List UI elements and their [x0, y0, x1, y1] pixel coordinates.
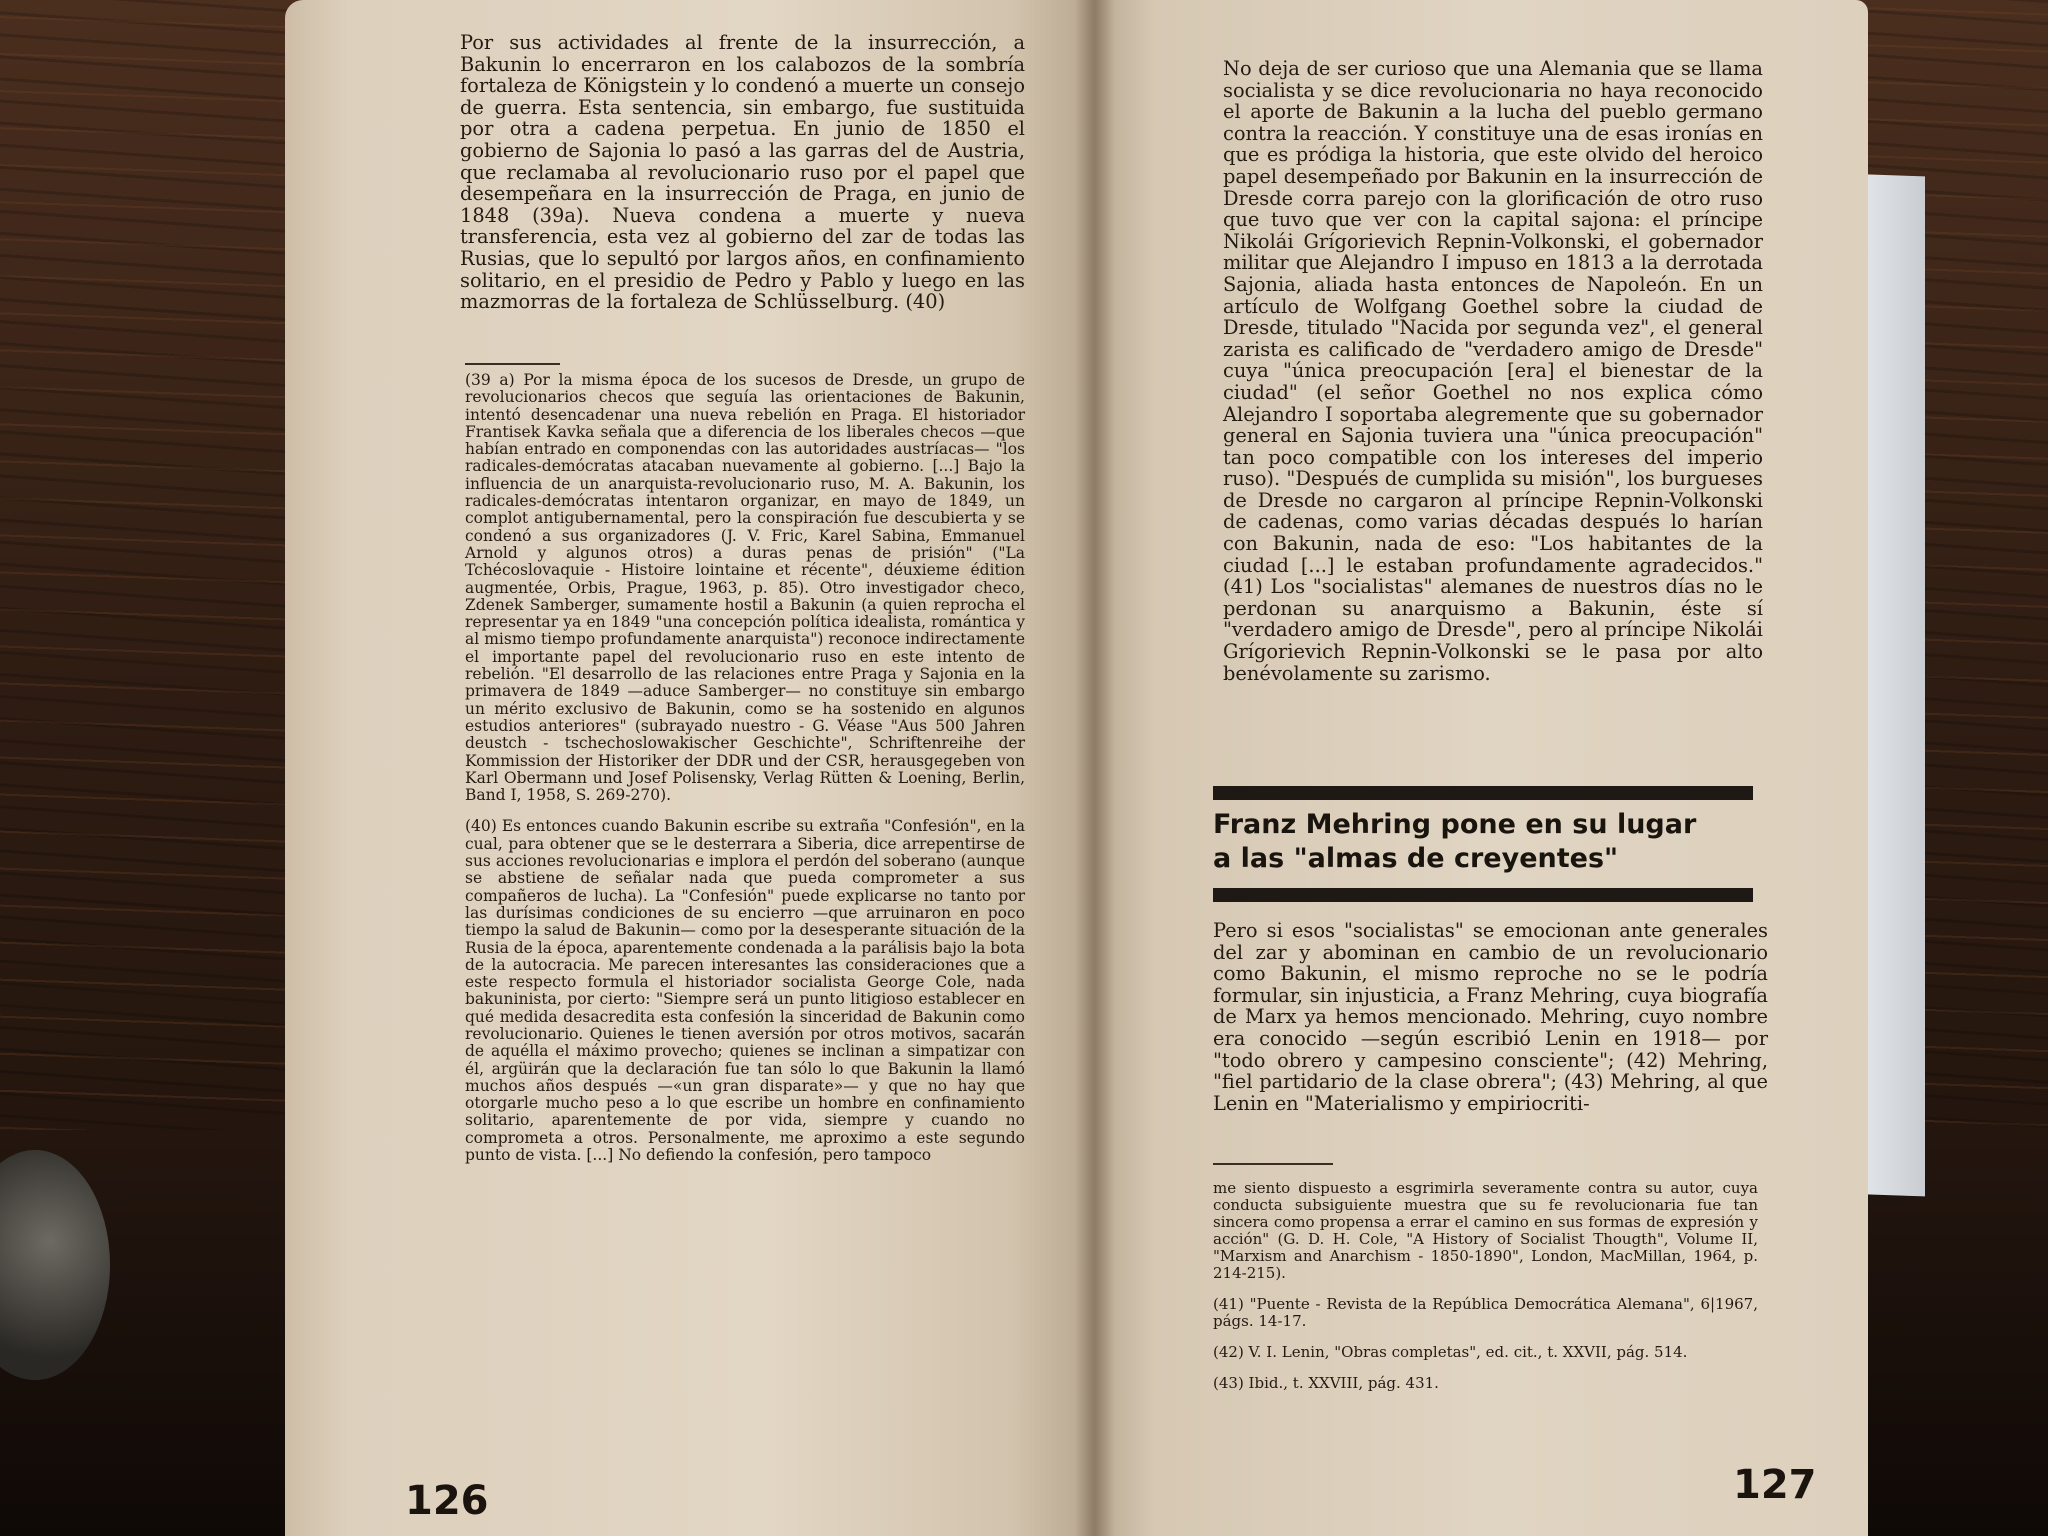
footnote-42: (42) V. I. Lenin, "Obras completas", ed. cit., t. XXVII, pág. 514.	[1213, 1343, 1688, 1361]
left-page-footnotes	[465, 372, 1025, 1178]
page-number-left: 126	[405, 1478, 489, 1524]
heading-bar-top	[1213, 786, 1753, 800]
footnote-39a: (39 a) Por la misma época de los sucesos de Dresde, un grupo de revolucionarios checos que seguía las orientaciones de Bakunin, intentó desencadenar una nueva rebelión en Praga. El historiador Frantisek Kavka señala que a diferencia de los liberales checos —que habían entrado en componendas con las autoridades austríacas— "los radicales-demócratas atacaban nuevamente al gobierno. [...] Bajo la influencia de un anarquista-revolucionario ruso, M. A. Bakunin, los radicales-demócratas intentaron organizar, en mayo de 1849, un complot antigubernamental, pero la conspiración fue descubierta y se condenó a sus organizadores (J. V. Fric, Karel Sabina, Emmanuel Arnold y algunos otros) a duras penas de prisión" ("La Tchécoslovaquie - Histoire lointaine et récente", déuxieme édition augmentée, Orbis, Prague, 1963, p. 85). Otro investigador checo, Zdenek Samberger, sumamente hostil a Bakunin (a quien reprocha el representar ya en 1849 "una concepción política idealista, romántica y al mismo tiempo profundamente anarquista") reconoce indirectamente el importante papel del revolucionario ruso en este intento de rebelión. "El desarrollo de las relaciones entre Praga y Sajonia en la primavera de 1849 —aduce Samberger— no constituye sin embargo un mérito exclusivo de Bakunin, como se ha sostenido en algunos estudios anteriores" (subrayado nuestro - G. Véase "Aus 500 Jahren deustch - tschechoslowakischer Geschichte", Schriftenreihe der Kommission der Historiker der DDR und der CSR, herausgegeben von Karl Obermann und Josef Polisensky, Verlag Rütten & Loening, Berlin, Band I, 1958, S. 269-270).	[465, 371, 1025, 805]
footnote-40-continued: me siento dispuesto a esgrimirla severamente contra su autor, cuya conducta subsiguiente muestra que su fe revolucionaria fue tan sincera como propensa a errar el camino en sus formas de expresión y acción" (G. D. H. Cole, "A History of Socialist Thougth", Volume II, "Marxism and Anarchism - 1850-1890", London, MacMillan, 1964, p. 214-215).	[1213, 1179, 1758, 1282]
right-page-body-2: Pero si esos "socialistas" se emocionan ante generales del zar y abominan en cambio de un revolucionario como Bakunin, el mismo reproche no se le podría formular, sin injusticia, a Franz Mehring, cuya biografía de Marx ya hemos mencionado. Mehring, cuyo nombre era conocido —según escribió Lenin en 1918— por "todo obrero y campesino consciente"; (42) Mehring, "fiel partidario de la clase obrera"; (43) Mehring, al que Lenin en "Materialismo y empiriocriti-	[1213, 919, 1768, 1115]
book-gutter	[1075, 0, 1115, 1536]
footnote-43: (43) Ibid., t. XXVIII, pág. 431.	[1213, 1374, 1439, 1392]
right-page	[1093, 0, 1868, 1536]
left-page	[285, 0, 1093, 1536]
open-book	[285, 0, 1875, 1536]
right-page-body: No deja de ser curioso que una Alemania que se llama socialista y se dice revolucionaria no haya reconocido el aporte de Bakunin a la lucha del pueblo germano contra la reacción. Y constituye una de esas ironías en que es pródiga la historia, que este olvido del heroico papel desempeñado por Bakunin en la insurrección de Dresde corra parejo con la glorificación de otro ruso que tuvo que ver con la capital sajona: el príncipe Nikolái Grígorievich Repnin-Volkonski, el gobernador militar que Alejandro I impuso en 1813 a la derrotada Sajonia, aliada hasta entonces de Napoleón. En un artículo de Wolfgang Goethel sobre la ciudad de Dresde, titulado "Nacida por segunda vez", el general zarista es calificado de "verdadero amigo de Dresde" cuya "única preocupación [era] el bienestar de la ciudad" (el señor Goethel no nos explica cómo Alejandro I soportaba alegremente que su gobernador general en Sajonia tuviera una "única preocupación" tan poco compatible con los intereses del imperio ruso). "Después de cumplida su misión", los burgueses de Dresde no cargaron al príncipe Repnin-Volkonski de cadenas, como varias décadas después lo harían con Bakunin, nada de eso: "Los habitantes de la ciudad [...] le estaban profundamente agradecidos." (41) Los "socialistas" alemanes de nuestros días no le perdonan su anarquismo a Bakunin, éste sí "verdadero amigo de Dresde", pero al príncipe Nikolái Grígorievich Repnin-Volkonski se le pasa por alto benévolamente su zarismo.	[1223, 57, 1763, 685]
page-number-right: 127	[1733, 1462, 1817, 1508]
footnote-rule-right	[1213, 1163, 1333, 1165]
section-heading-line-2: a las "almas de creyentes"	[1213, 843, 1619, 874]
heading-bar-bottom	[1213, 888, 1753, 902]
footnote-41: (41) "Puente - Revista de la República Democrática Alemana", 6|1967, págs. 14-17.	[1213, 1295, 1758, 1330]
footnote-40: (40) Es entonces cuando Bakunin escribe su extraña "Confesión", en la cual, para obtener que se le desterrara a Siberia, dice arrepentirse de sus acciones revolucionarias e implora el perdón del soberano (aunque se abstiene de señalar nada que pueda comprometer a sus compañeros de lucha). La "Confesión" puede explicarse no tanto por las durísimas condiciones de su encierro —que arruinaron en poco tiempo la salud de Bakunin— como por la desesperante situación de la Rusia de la época, aparentemente condenada a la parálisis bajo la bota de la autocracia. Me parecen interesantes las consideraciones que a este respecto formula el historiador socialista George Cole, nada bakuninista, por cierto: "Siempre será un punto litigioso establecer en qué medida desacredita esta confesión la sinceridad de Bakunin como revolucionario. Quienes le tienen aversión por otros motivos, sacarán de aquélla el máximo provecho; quienes se inclinan a simpatizar con él, argüirán que la declaración fue tan sólo lo que Bakunin la llamó muchos años después —«un gran disparate»— y que no hay que otorgarle mucho peso a lo que escribe un hombre en confinamiento solitario, aparentemente de por vida, siempre y cuando no comprometa a otros. Personalmente, me aproximo a este segundo punto de vista. [...] No defiendo la confesión, pero tampoco	[465, 817, 1025, 1165]
left-page-body: Por sus actividades al frente de la insurrección, a Bakunin lo encerraron en los calabozos de la sombría fortaleza de Königstein y lo condenó a muerte un consejo de guerra. Esta sentencia, sin embargo, fue sustituida por otra a cadena perpetua. En junio de 1850 el gobierno de Sajonia lo pasó a las garras del de Austria, que reclamaba al revolucionario ruso por el papel que desempeñara en la insurrección de Praga, en junio de 1848 (39a). Nueva condena a muerte y nueva transferencia, esta vez al gobierno del zar de todas las Rusias, que lo sepultó por largos años, en confinamiento solitario, en el presidio de Pedro y Pablo y luego en las mazmorras de la fortaleza de Schlüsselburg. (40)	[460, 31, 1025, 314]
section-heading-line-1: Franz Mehring pone en su lugar	[1213, 809, 1697, 840]
footnote-rule	[465, 363, 560, 365]
right-page-footnotes	[1213, 1180, 1758, 1406]
section-heading	[1213, 808, 1773, 876]
